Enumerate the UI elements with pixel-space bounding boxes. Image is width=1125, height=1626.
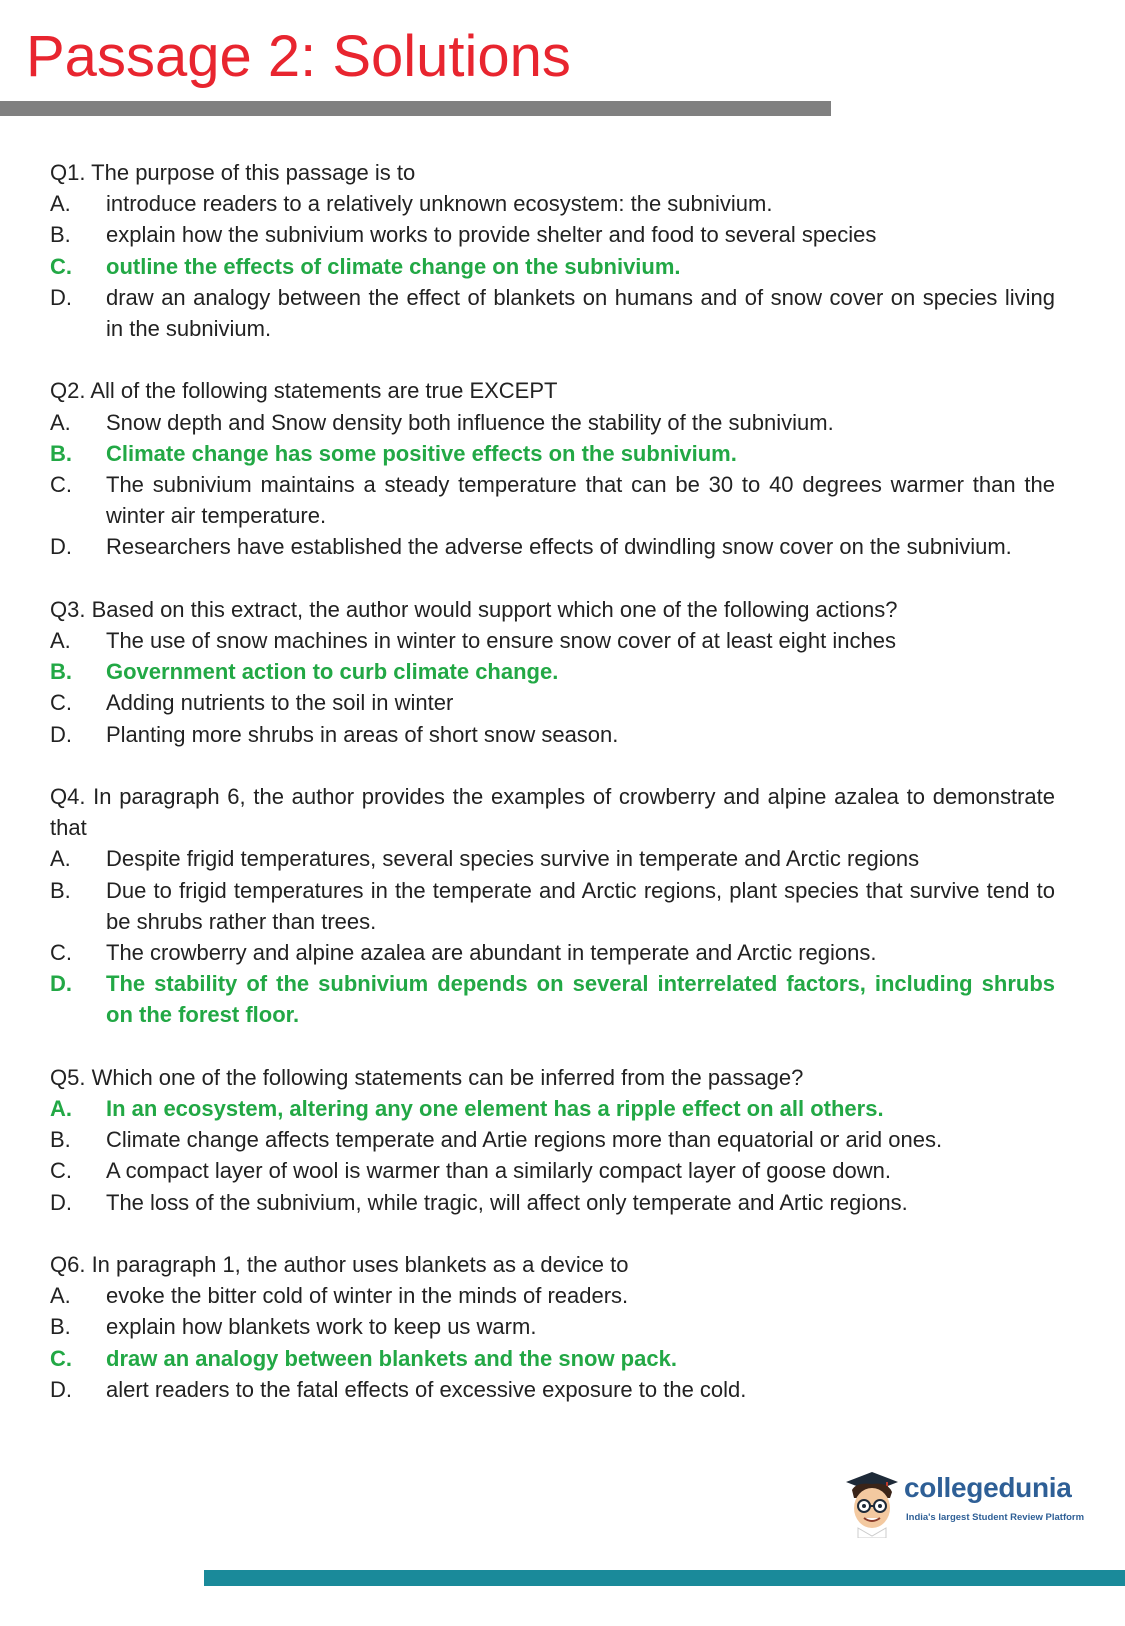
option-row <box>50 1311 1055 1342</box>
option-text: outline the effects of climate change on the subnivium. <box>106 253 681 279</box>
question-block <box>50 781 1055 1031</box>
question-block <box>50 594 1055 750</box>
option-letter: D. <box>50 1376 72 1402</box>
option-text: Planting more shrubs in areas of short snow season. <box>106 721 619 747</box>
correct-option-row <box>50 656 1055 687</box>
option-text: draw an analogy between the effect of blankets on humans and of snow cover on species living in the subnivium. <box>106 284 1055 342</box>
option-letter: C. <box>50 940 72 966</box>
option-letter: A. <box>50 191 71 217</box>
option-letter: D. <box>50 971 72 997</box>
correct-option-row <box>50 438 1055 469</box>
option-text: Government action to curb climate change. <box>106 659 559 685</box>
option-letter: A. <box>50 846 71 872</box>
option-row <box>50 469 1055 531</box>
option-letter: B. <box>50 877 71 903</box>
option-row <box>50 1155 1055 1186</box>
option-row <box>50 531 1055 562</box>
option-letter: C. <box>50 472 72 498</box>
option-row <box>50 1124 1055 1155</box>
option-row <box>50 937 1055 968</box>
option-letter: D. <box>50 1189 72 1215</box>
question-block <box>50 1062 1055 1218</box>
page-title: Passage 2: Solutions <box>26 24 571 89</box>
question-text: Q3. Based on this extract, the author would support which one of the following actions? <box>50 596 898 622</box>
option-letter: D. <box>50 284 72 310</box>
option-row <box>50 625 1055 656</box>
option-letter: C. <box>50 690 72 716</box>
option-row <box>50 407 1055 438</box>
title-divider <box>0 101 831 116</box>
question-text: Q4. In paragraph 6, the author provides the examples of crowberry and alpine azalea to demonstrate that <box>50 784 1055 841</box>
option-text: Snow depth and Snow density both influence the stability of the subnivium. <box>106 409 834 435</box>
brand-name: collegedunia <box>904 1472 1072 1503</box>
option-letter: C. <box>50 1158 72 1184</box>
option-text: Due to frigid temperatures in the temperate and Arctic regions, plant species that survive tend to be shrubs rather than trees. <box>106 877 1055 934</box>
option-text: alert readers to the fatal effects of excessive exposure to the cold. <box>106 1376 747 1402</box>
question-block <box>50 375 1055 562</box>
question-text: Q5. Which one of the following statements can be inferred from the passage? <box>50 1064 804 1090</box>
option-row <box>50 719 1055 750</box>
option-letter: B. <box>50 222 71 248</box>
option-row <box>50 687 1055 718</box>
option-text: The use of snow machines in winter to ensure snow cover of at least eight inches <box>106 628 896 654</box>
option-letter: B. <box>50 1314 71 1340</box>
question-block <box>50 157 1055 344</box>
option-row <box>50 843 1055 874</box>
option-text: In an ecosystem, altering any one element has a ripple effect on all others. <box>106 1096 884 1122</box>
option-letter: A. <box>50 409 71 435</box>
option-row <box>50 1374 1055 1405</box>
option-letter: B. <box>50 440 72 466</box>
option-letter: A. <box>50 628 71 654</box>
questions-list <box>50 157 1055 1436</box>
option-text: draw an analogy between blankets and the snow pack. <box>106 1345 677 1371</box>
brand-tagline: India's largest Student Review Platform <box>906 1512 1085 1523</box>
correct-option-row <box>50 968 1055 1030</box>
option-letter: C. <box>50 1345 72 1371</box>
option-text: introduce readers to a relatively unknown ecosystem: the subnivium. <box>106 191 773 217</box>
option-text: Adding nutrients to the soil in winter <box>106 690 454 716</box>
option-text: Climate change affects temperate and Artie regions more than equatorial or arid ones. <box>106 1127 943 1153</box>
question-text: Q1. The purpose of this passage is to <box>50 160 416 185</box>
option-text: Researchers have established the adverse effects of dwindling snow cover on the subnivium. <box>106 534 1012 560</box>
option-row <box>50 875 1055 937</box>
option-text: Despite frigid temperatures, several species survive in temperate and Arctic regions <box>106 846 920 872</box>
option-letter: C. <box>50 253 72 279</box>
option-row <box>50 1280 1055 1311</box>
option-text: The stability of the subnivium depends on several interrelated factors, including shrubs on the forest floor. <box>106 971 1055 1028</box>
option-row <box>50 282 1055 344</box>
option-text: explain how the subnivium works to provide shelter and food to several species <box>106 222 877 248</box>
option-row <box>50 188 1055 219</box>
question-text: Q2. All of the following statements are true EXCEPT <box>50 378 558 404</box>
correct-option-row <box>50 1093 1055 1124</box>
option-text: Climate change has some positive effects on the subnivium. <box>106 440 737 466</box>
option-letter: A. <box>50 1283 71 1309</box>
question-text: Q6. In paragraph 1, the author uses blankets as a device to <box>50 1252 629 1278</box>
option-letter: D. <box>50 721 72 747</box>
footer-bar <box>204 1570 1125 1586</box>
option-text: A compact layer of wool is warmer than a similarly compact layer of goose down. <box>106 1158 891 1184</box>
question-block <box>50 1249 1055 1405</box>
option-row <box>50 1187 1055 1218</box>
option-text: explain how blankets work to keep us warm. <box>106 1314 537 1340</box>
option-letter: A. <box>50 1096 72 1122</box>
option-row <box>50 219 1055 250</box>
option-letter: B. <box>50 659 72 685</box>
correct-option-row <box>50 251 1055 282</box>
correct-option-row <box>50 1343 1055 1374</box>
collegedunia-logo[interactable] <box>842 1468 1085 1538</box>
option-letter: B. <box>50 1127 71 1153</box>
option-letter: D. <box>50 534 72 560</box>
option-text: The subnivium maintains a steady temperature that can be 30 to 40 degrees warmer than the winter air temperature. <box>106 472 1055 529</box>
mascot-icon <box>842 1468 900 1538</box>
option-text: evoke the bitter cold of winter in the minds of readers. <box>106 1283 629 1309</box>
option-text: The loss of the subnivium, while tragic, will affect only temperate and Artic regions. <box>106 1189 908 1215</box>
option-text: The crowberry and alpine azalea are abundant in temperate and Arctic regions. <box>106 940 877 966</box>
